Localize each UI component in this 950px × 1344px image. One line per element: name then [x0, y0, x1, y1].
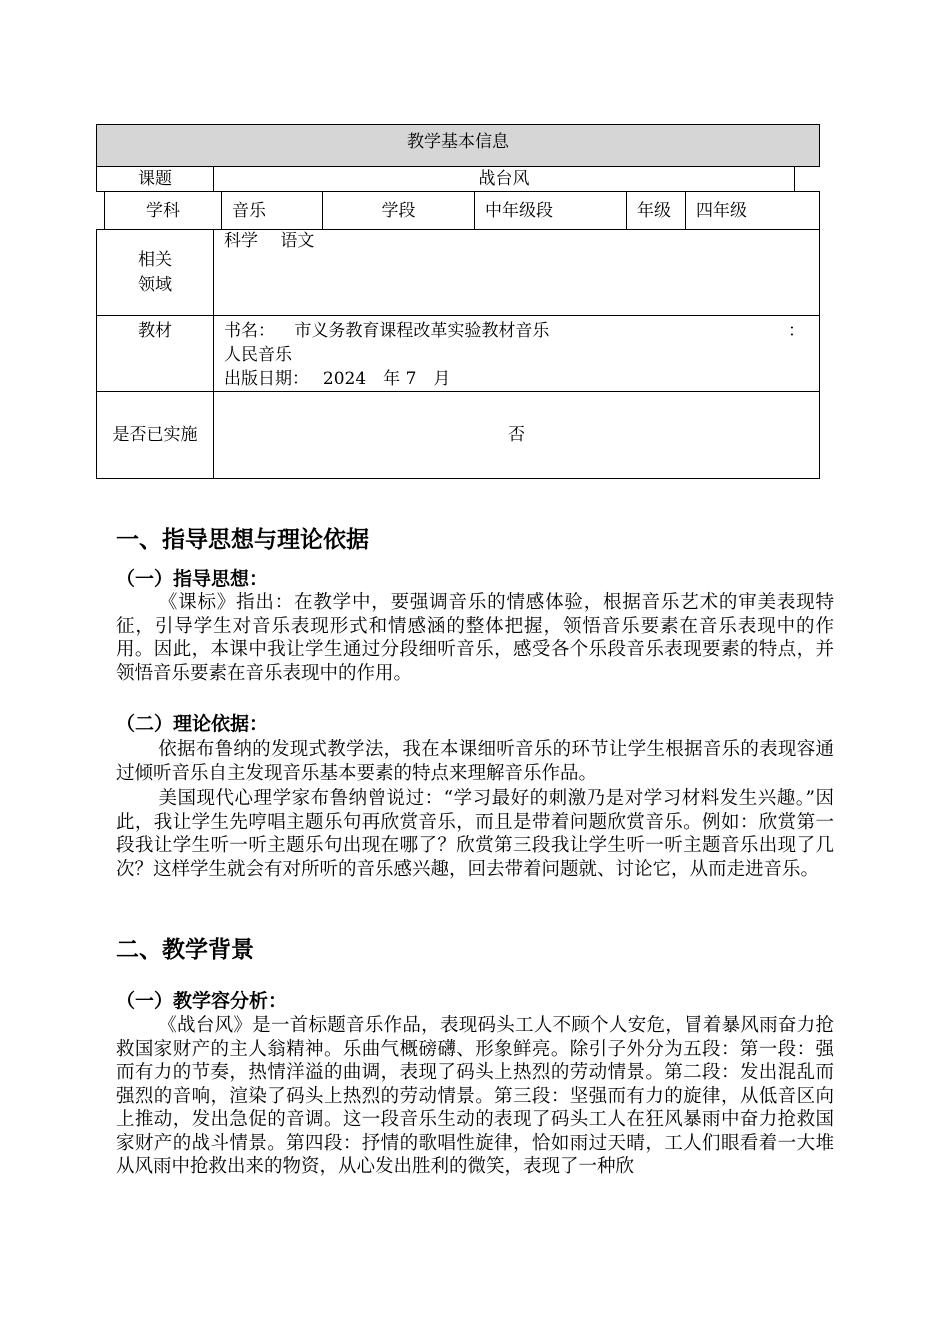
textbook-publisher: 人民音乐	[224, 345, 292, 365]
section2-sub1-text: 《战台风》是一首标题音乐作品，表现码头工人不顾个人安危，冒着暴风雨奋力抢救国家财产的主人翁精神。乐曲气概磅礴、形象鲜亮。除引子外分为五段：第一段：强而有力的节奏，热情洋溢的曲调，表现了码头上热烈的劳动情景。第二段：发出混乱而强烈的音响，渲染了码头上热烈的劳动情景。第三段：坚强而有力的旋律，从低音区向上推动，发出急促的音调。这一段音乐生动的表现了码头工人在狂风暴雨中奋力抢救国家财产的战斗情景。第四段：抒情的歌唱性旋律，恰如雨过天晴，工人们眼看着一大堆从风雨中抢救出来的物资，从心发出胜利的微笑，表现了一种欣	[116, 1015, 834, 1177]
field-label-line2: 领域	[138, 274, 172, 295]
grade-label: 年级	[637, 200, 671, 221]
section1-sub2-text2: 美国现代心理学家布鲁纳曾说过：“学习最好的刺激乃是对学习材料发生兴趣。”因此，我让学生先哼唱主题乐句再欣赏音乐，而且是带着问题欣赏音乐。例如：欣赏第一段我让学生听一听主题乐句出现在哪了？欣赏第三段我让学生听一听主题音乐出现了几次？这样学生就会有对所听的音乐感兴趣，回去带着问题就、讨论它，从而走进音乐。	[116, 788, 834, 880]
textbook-name-label: 书名：	[224, 321, 275, 341]
grade-label-cell	[626, 191, 686, 230]
textbook-label: 教材	[138, 321, 172, 341]
topic-value-cell	[213, 166, 795, 192]
subject-label-cell	[104, 191, 222, 230]
topic-label-cell	[96, 166, 214, 192]
section1-sub2-text1: 依据布鲁纳的发现式教学法，我在本课细听音乐的环节让学生根据音乐的表现容通过倾听音乐自主发现音乐基本要素的特点来理解音乐作品。	[116, 739, 834, 784]
section1-sub1-title: （一）指导思想：	[116, 568, 269, 590]
topic-label: 课题	[138, 169, 172, 189]
section1-sub1-text: 《课标》指出：在教学中，要强调音乐的情感体验，根据音乐艺术的审美表现特征，引导学生对音乐表现形式和情感涵的整体把握，领悟音乐要素在音乐表现中的作用。因此，本课中我让学生通过分段细听音乐，感受各个乐段音乐表现要素的特点，并领悟音乐要素在音乐表现中的作用。	[116, 592, 834, 684]
textbook-value-cell	[213, 315, 820, 392]
subject-value-cell	[221, 191, 323, 230]
textbook-line1	[224, 319, 819, 343]
table-header-row	[96, 124, 820, 167]
textbook-date: 出版日期： 2024 年 7 月	[224, 369, 451, 389]
field-label-cell	[96, 229, 214, 316]
section1-sub2-title: （二）理论依据：	[116, 713, 269, 735]
field-value-cell	[213, 229, 820, 316]
section1-sub1-paragraph	[116, 591, 834, 685]
textbook-label-cell	[96, 315, 214, 392]
implemented-label-cell	[96, 391, 214, 479]
subject-value: 音乐	[232, 200, 266, 221]
implemented-label: 是否已实施	[112, 425, 198, 445]
subject-label: 学科	[146, 200, 180, 221]
stage-label-cell	[322, 191, 475, 230]
section1-title: 一、指导思想与理论依据	[116, 527, 369, 553]
field-label-line1: 相关	[138, 249, 172, 270]
stage-value-cell	[474, 191, 627, 230]
textbook-colon: ：	[788, 321, 805, 341]
grade-value: 四年级	[696, 200, 747, 221]
topic-value: 战台风	[478, 169, 530, 189]
stage-value: 中年级段	[485, 200, 553, 221]
stage-label: 学段	[381, 200, 416, 221]
implemented-value: 否	[508, 425, 525, 445]
textbook-name-value: 市义务教育课程改革实验教材音乐	[294, 321, 550, 341]
field-value: 科学 语文	[224, 231, 315, 251]
implemented-value-cell	[213, 391, 820, 479]
grade-value-cell	[685, 191, 820, 230]
table-header-text: 教学基本信息	[407, 132, 509, 152]
section1-sub2-paragraph1	[116, 738, 834, 785]
section2-sub1-title: （一）教学容分析：	[116, 990, 288, 1012]
section1-sub2-paragraph2	[116, 787, 834, 881]
section2-title: 二、教学背景	[116, 937, 254, 963]
section2-sub1-paragraph	[116, 1014, 834, 1179]
